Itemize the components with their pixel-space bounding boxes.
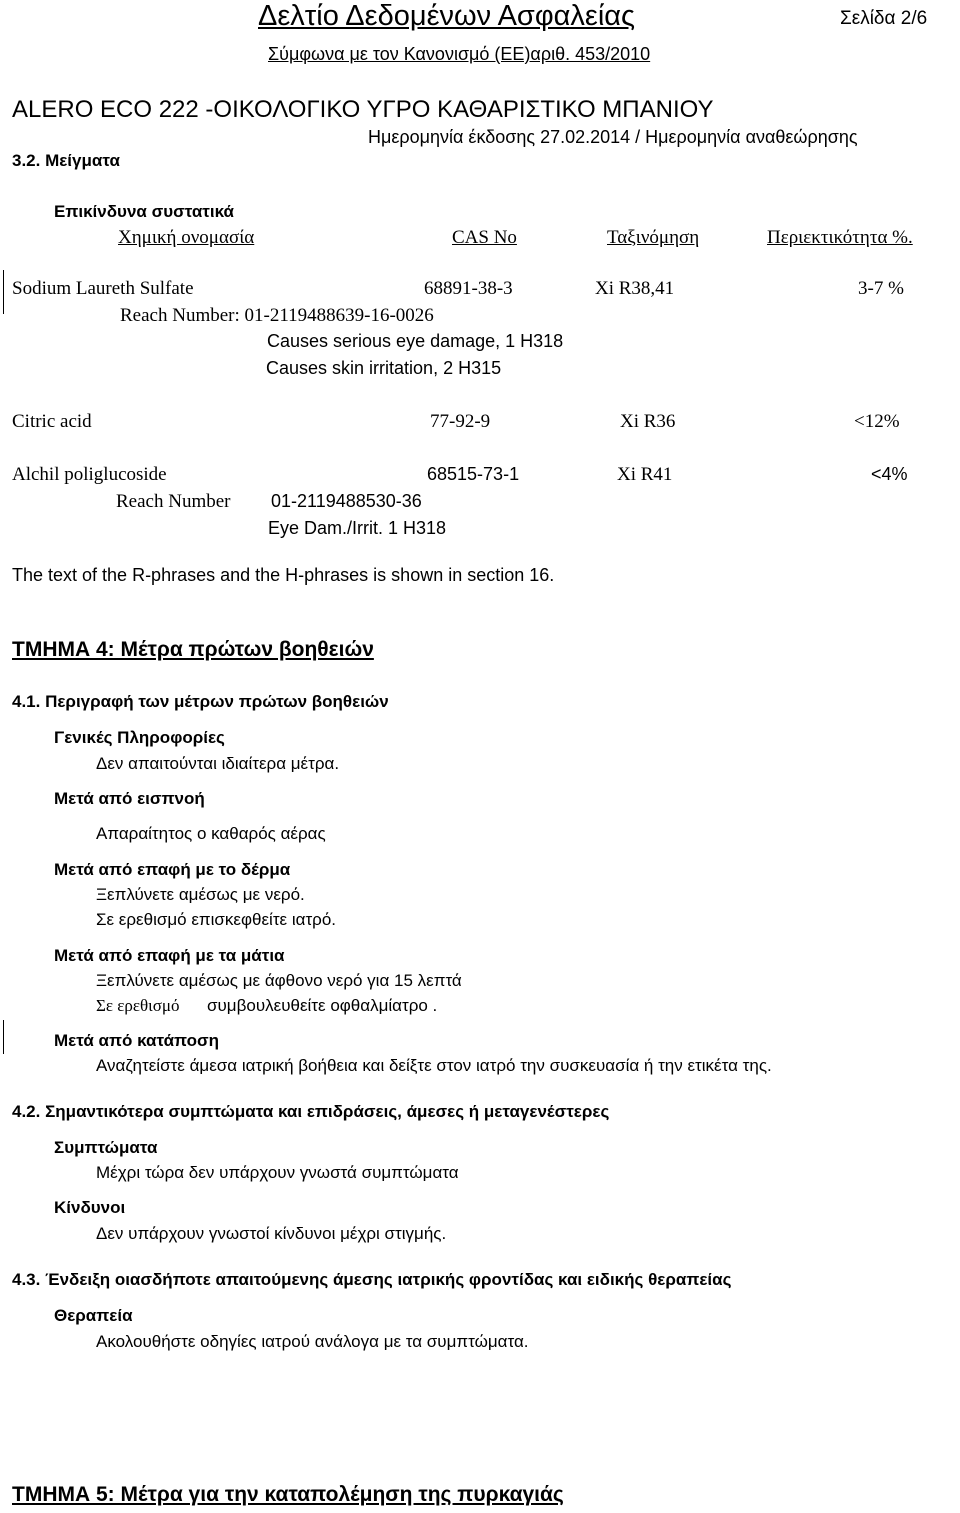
component-concentration: 3-7 % [858, 278, 904, 299]
eye-contact-text: Σε ερεθισμό [96, 996, 180, 1015]
column-concentration: Περιεκτικότητα %. [767, 227, 913, 248]
section-5-title: ΤΜΗΜΑ 5: Μέτρα για την καταπολέμηση της πυρκαγιάς [12, 1483, 564, 1506]
eye-contact-text: Ξεπλύνετε αμέσως με άφθονο νερό για 15 λεπτά [96, 971, 462, 990]
general-info-text: Δεν απαιτούνται ιδιαίτερα μέτρα. [96, 754, 340, 773]
subsection-4-2-heading: 4.2. Σημαντικότερα συμπτώματα και επιδράσεις, άμεσες ή μεταγενέστερες [12, 1102, 610, 1121]
component-name: Sodium Laureth Sulfate [12, 278, 194, 299]
symptoms-text: Μέχρι τώρα δεν υπάρχουν γνωστά συμπτώματα [96, 1163, 459, 1182]
hazardous-components-heading: Επικίνδυνα συστατικά [54, 202, 234, 221]
inhalation-text: Απαραίτητος ο καθαρός αέρας [96, 824, 326, 843]
component-hazard-line: Causes skin irritation, 2 H315 [266, 358, 502, 378]
skin-contact-label: Μετά από επαφή με το δέρμα [54, 860, 291, 879]
section-4-title: ΤΜΗΜΑ 4: Μέτρα πρώτων βοηθειών [12, 638, 374, 661]
component-hazard-line: Eye Dam./Irrit. 1 H318 [268, 518, 447, 538]
phrases-note: The text of the R-phrases and the H-phrases is shown in section 16. [12, 565, 555, 585]
issue-revision-dates: Ημερομηνία έκδοσης 27.02.2014 / Ημερομηνία αναθεώρησης [368, 127, 858, 147]
therapy-text: Ακολουθήστε οδηγίες ιατρού ανάλογα με τα συμπτώματα. [96, 1332, 529, 1351]
document-title: Δελτίο Δεδομένων Ασφαλείας [258, 0, 636, 32]
regulation-reference: Σύμφωνα με τον Κανονισμό (ΕΕ)αριθ. 453/2010 [268, 44, 651, 64]
component-cas: 68891-38-3 [424, 278, 513, 299]
symptoms-label: Συμπτώματα [54, 1138, 158, 1157]
therapy-label: Θεραπεία [54, 1306, 133, 1325]
eye-contact-label: Μετά από επαφή με τα μάτια [54, 946, 285, 965]
component-reach-number: 01-2119488530-36 [271, 491, 422, 511]
skin-contact-text: Σε ερεθισμό επισκεφθείτε ιατρό. [96, 910, 337, 929]
component-classification: Xi R36 [620, 411, 676, 432]
column-chemical-name: Χημική ονομασία [118, 227, 255, 248]
ingestion-text: Αναζητείστε άμεσα ιατρική βοήθεια και δείξτε στον ιατρό την συσκευασία ή την ετικέτα της. [96, 1056, 772, 1075]
column-cas-no: CAS No [452, 227, 517, 248]
component-classification: Xi R41 [617, 464, 673, 485]
component-concentration: <12% [854, 411, 900, 432]
hazards-text: Δεν υπάρχουν γνωστοί κίνδυνοι μέχρι στιγμής. [96, 1224, 447, 1243]
component-cas: 68515-73-1 [427, 464, 520, 484]
component-concentration: <4% [871, 464, 908, 484]
column-classification: Ταξινόμηση [607, 227, 700, 248]
general-info-label: Γενικές Πληροφορίες [54, 728, 225, 747]
mixtures-subheading: 3.2. Μείγματα [12, 151, 120, 170]
inhalation-label: Μετά από εισπνοή [54, 789, 205, 808]
component-reach-number: Reach Number: 01-2119488639-16-0026 [120, 305, 434, 326]
subsection-4-1-heading: 4.1. Περιγραφή των μέτρων πρώτων βοηθειών [12, 692, 389, 711]
component-name: Citric acid [12, 411, 92, 432]
component-cas: 77-92-9 [430, 411, 491, 432]
subsection-4-3-heading: 4.3. Ένδειξη οιασδήποτε απαιτούμενης άμεσης ιατρικής φροντίδας και ειδικής θεραπείας [12, 1270, 732, 1289]
eye-contact-text: συμβουλευθείτε οφθαλμίατρο . [207, 996, 438, 1015]
product-name: ALERO ECO 222 -ΟΙΚΟΛΟΓΙΚΟ ΥΓΡΟ ΚΑΘΑΡΙΣΤΙΚΟ ΜΠΑΝΙΟΥ [12, 96, 714, 123]
component-name: Alchil poliglucoside [12, 464, 167, 485]
component-classification: Xi R38,41 [595, 278, 675, 299]
skin-contact-text: Ξεπλύνετε αμέσως με νερό. [96, 885, 305, 904]
hazards-label: Κίνδυνοι [54, 1198, 126, 1217]
revision-bar [3, 270, 4, 314]
revision-bar [3, 1020, 4, 1054]
component-reach-label: Reach Number [116, 491, 231, 512]
page-number: Σελίδα 2/6 [840, 8, 928, 29]
ingestion-label: Μετά από κατάποση [54, 1031, 219, 1050]
component-hazard-line: Causes serious eye damage, 1 H318 [267, 331, 564, 351]
